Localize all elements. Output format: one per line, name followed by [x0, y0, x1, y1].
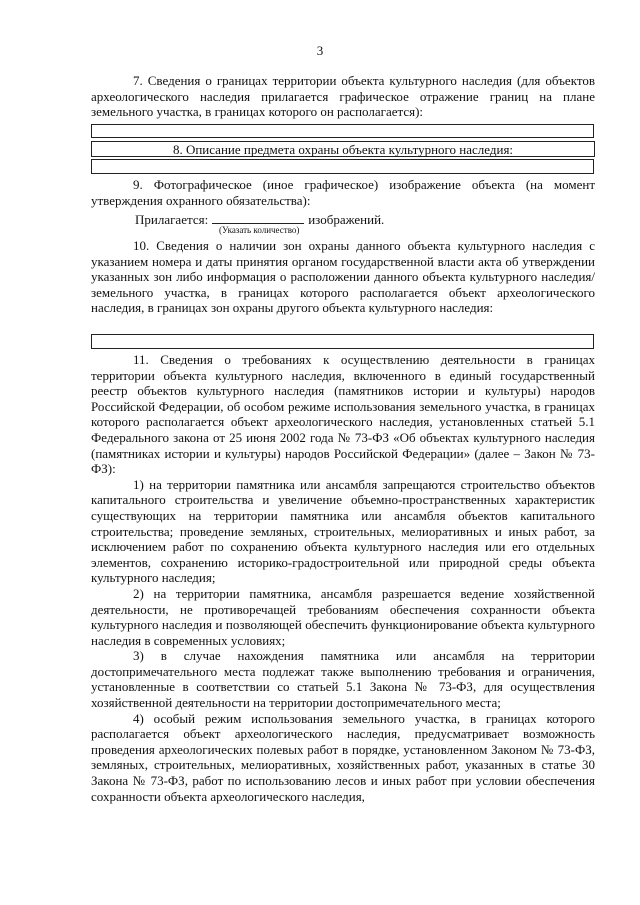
attached-label: Прилагается: — [135, 212, 209, 227]
requirement-item-1: 1) на территории памятника или ансамбля запрещаются строительство объектов капитального строительства и увеличение объемно-пространственных характеристик существующих на территории памятника или ансамбля объектов капитального строительства; проведение земляных, строительных, мелиоративных и иных работ, за исключением работ по сохранению объекта культурного наследия или его отдельных элементов, сохранению историко-градостроительной или природной среды объекта культурного наследия; — [91, 476, 595, 586]
section-11-intro: 11. Сведения о требованиях к осуществлению деятельности в границах территории объекта культурного наследия, включенного в единый государственный реестр объектов культурного наследия (памятников истории и культуры) народов Российской Федерации, об особом режиме использования земельного участка, в границах которого располагается объект археологического наследия, установленных статьей 5.1 Федерального закона от 25 июня 2002 года № 73-ФЗ «Об объектах культурного наследия (памятниках истории и культуры) народов Российской Федерации» (далее – Закон № 73-ФЗ): — [91, 352, 595, 477]
page-number: 3 — [316, 43, 324, 58]
section-7-field[interactable] — [91, 124, 594, 138]
section-9-text: 9. Фотографическое (иное графическое) изображение объекта (на момент утверждения охранного обязательства): — [91, 177, 595, 208]
section-7-text: 7. Сведения о границах территории объекта культурного наследия (для объектов археологического наследия прилагается графическое отражение границ на плане земельного участка, в границах которого он располагается): — [91, 73, 595, 120]
section-11 — [91, 352, 595, 804]
section-10 — [91, 238, 595, 316]
section-10-text: 10. Сведения о наличии зон охраны данного объекта культурного наследия с указанием номера и даты принятия органом государственной власти акта об утверждении указанных зон либо информация о расположении данного объекта культурного наследия/земельного участка, в границах которого располагается объект археологического наследия, в границах зон охраны другого объекта культурного наследия: — [91, 238, 595, 316]
requirement-item-2: 2) на территории памятника, ансамбля разрешается ведение хозяйственной деятельности, не противоречащей требованиям обеспечения сохранности объекта культурного наследия и позволяющей обеспечить функционирование объекта культурного наследия в современных условиях; — [91, 585, 595, 648]
section-10-field[interactable] — [91, 334, 594, 349]
attached-suffix: изображений. — [308, 212, 385, 227]
section-7 — [91, 73, 595, 120]
section-8-field[interactable] — [91, 159, 594, 174]
section-8 — [91, 141, 595, 157]
attached-hint: (Указать количество) — [219, 225, 300, 235]
requirement-item-4: 4) особый режим использования земельного участка, в границах которого располагается объект археологического наследия, предусматривает возможность проведения археологических полевых работ в порядке, установленном Законом № 73-ФЗ, земляных, строительных, мелиоративных, хозяйственных работ, указанных в статье 30 Закона № 73-ФЗ, работ по использованию лесов и иных работ при условии обеспечения сохранности объекта археологического наследия, — [91, 710, 595, 804]
requirement-item-3: 3) в случае нахождения памятника или ансамбля на территории достопримечательного места подлежат также выполнению требования и ограничения, установленные в соответствии со статьей 5.1 Закона № 73-ФЗ, для осуществления хозяйственной деятельности на территории достопримечательного места; — [91, 648, 595, 711]
attached-count-blank[interactable] — [212, 211, 304, 224]
section-9 — [91, 177, 595, 208]
section-8-text: 8. Описание предмета охраны объекта культурного наследия: — [91, 141, 595, 157]
